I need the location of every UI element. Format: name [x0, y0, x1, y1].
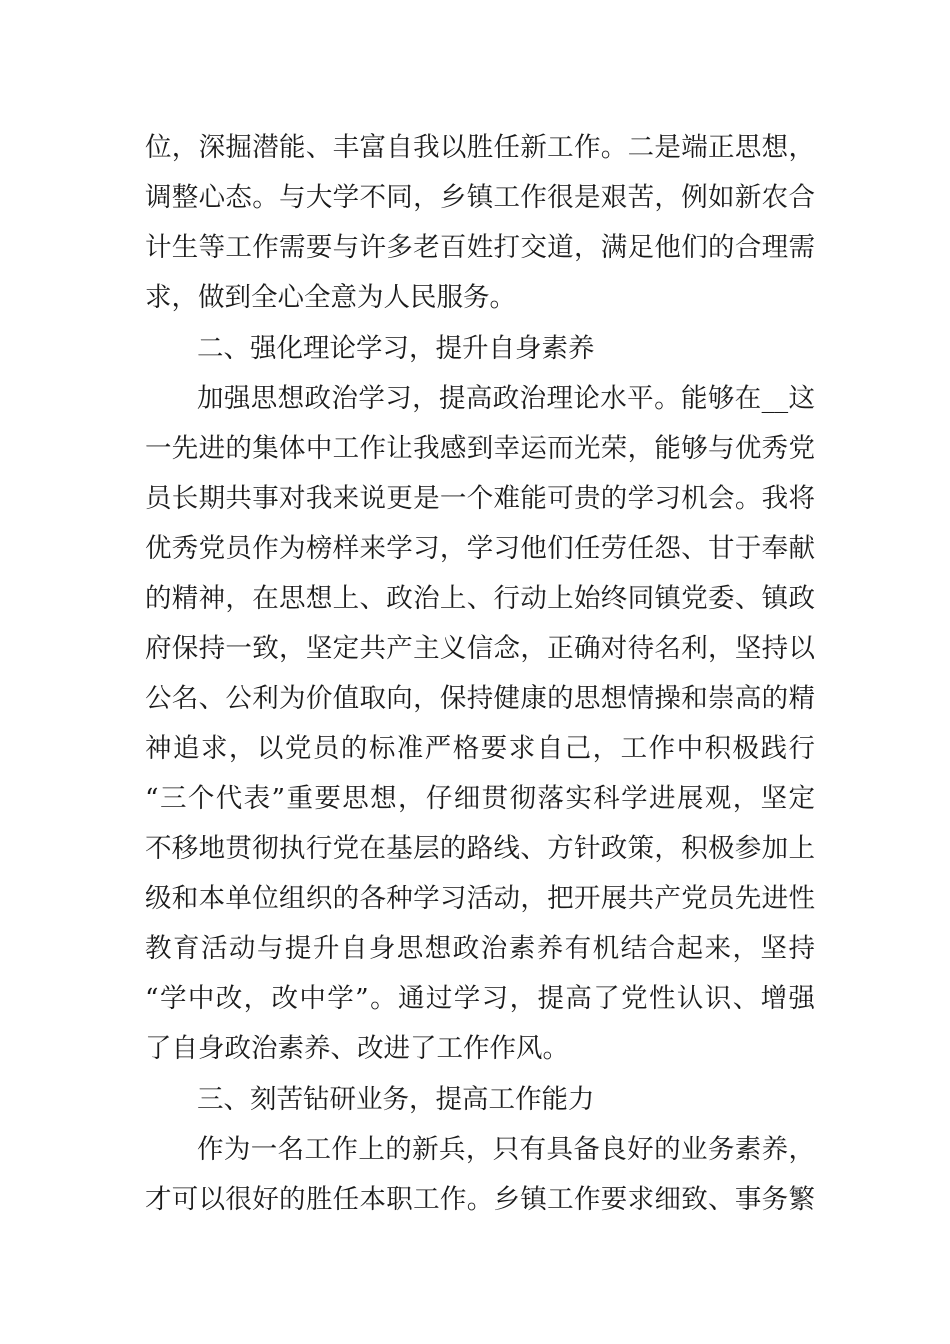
paragraph-line: 神追求，以党员的标准严格要求自己，工作中积极践行: [145, 733, 815, 764]
section-heading: 三、刻苦钻研业务，提高工作能力: [197, 1084, 595, 1115]
paragraph-line: 才可以很好的胜任本职工作。乡镇工作要求细致、事务繁: [145, 1184, 815, 1215]
paragraph-line: 优秀党员作为榜样来学习，学习他们任劳任怨、甘于奉献: [145, 533, 815, 564]
paragraph-line: 的精神，在思想上、政治上、行动上始终同镇党委、镇政: [145, 583, 815, 614]
paragraph-line: 员长期共事对我来说更是一个难能可贵的学习机会。我将: [145, 483, 815, 514]
paragraph-line: 不移地贯彻执行党在基层的路线、方针政策，积极参加上: [145, 833, 815, 864]
paragraph-line: 加强思想政治学习，提高政治理论水平。能够在__这: [197, 383, 815, 414]
paragraph-line: 一先进的集体中工作让我感到幸运而光荣，能够与优秀党: [145, 433, 815, 464]
paragraph-line: 计生等工作需要与许多老百姓打交道，满足他们的合理需: [145, 232, 815, 263]
paragraph-line: “三个代表”重要思想，仔细贯彻落实科学进展观，坚定: [145, 783, 815, 814]
paragraph-line: 教育活动与提升自身思想政治素养有机结合起来，坚持: [145, 933, 815, 964]
paragraph-line: 公名、公利为价值取向，保持健康的思想情操和崇高的精: [145, 683, 815, 714]
section-heading: 二、强化理论学习，提升自身素养: [197, 333, 595, 364]
paragraph-line: 调整心态。与大学不同，乡镇工作很是艰苦，例如新农合: [145, 182, 815, 213]
paragraph-line: 作为一名工作上的新兵，只有具备良好的业务素养，: [197, 1134, 815, 1165]
paragraph-line: “学中改，改中学”。通过学习，提高了党性认识、增强: [145, 983, 815, 1014]
paragraph-line: 位，深掘潜能、丰富自我以胜任新工作。二是端正思想，: [145, 132, 815, 163]
paragraph-line: 求，做到全心全意为人民服务。: [145, 282, 516, 313]
paragraph-line: 级和本单位组织的各种学习活动，把开展共产党员先进性: [145, 883, 815, 914]
paragraph-line: 府保持一致，坚定共产主义信念，正确对待名利，坚持以: [145, 633, 815, 664]
paragraph-line: 了自身政治素养、改进了工作作风。: [145, 1033, 569, 1064]
